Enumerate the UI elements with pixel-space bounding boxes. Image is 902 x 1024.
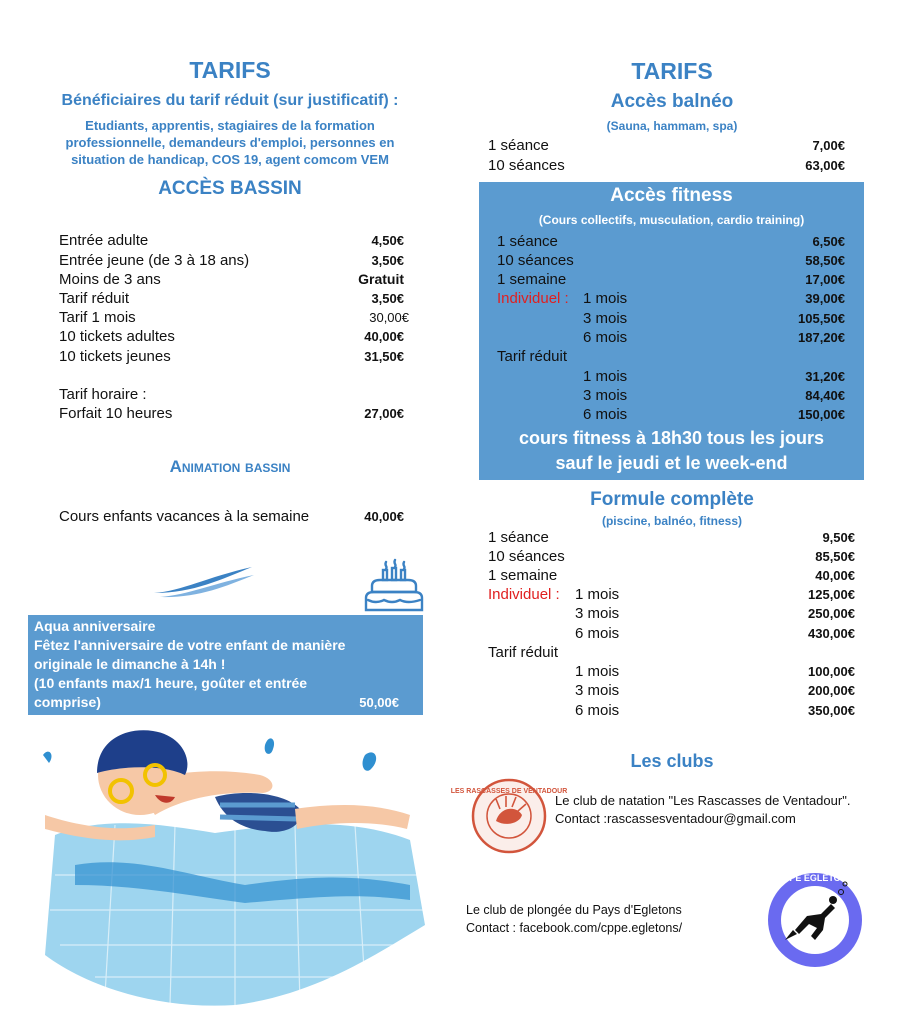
price-value: 6,50€	[812, 234, 845, 249]
price-label: 6 mois	[575, 625, 620, 642]
price-label: 3 mois	[583, 387, 628, 404]
reduced-list	[30, 117, 430, 168]
price-value: 9,50€	[822, 530, 855, 545]
price-value: 27,00€	[364, 406, 404, 421]
tarif-reduit-label	[497, 347, 697, 366]
club1-line: Contact :rascassesventadour@gmail.com	[555, 811, 796, 826]
price-label: Entrée adulte	[59, 232, 149, 249]
club2-line: Le club de plongée du Pays d'Egletons	[466, 903, 682, 917]
price-row	[575, 624, 855, 643]
price-row	[488, 156, 845, 175]
price-label: 10 séances	[488, 157, 565, 174]
price-value: 3,50€	[371, 253, 404, 268]
aqua-line: Fêtez l'anniversaire de votre enfant de manière	[34, 637, 346, 653]
price-label: 10 tickets jeunes	[59, 348, 171, 365]
price-row	[59, 231, 404, 250]
club1-line: Le club de natation "Les Rascasses de Ventadour".	[555, 793, 851, 808]
aqua-line: originale le dimanche à 14h !	[34, 656, 226, 672]
price-row	[575, 662, 855, 681]
price-value: 187,20€	[798, 330, 845, 345]
price-value: 430,00€	[808, 626, 855, 641]
aqua-anniversaire-box	[28, 615, 423, 715]
fitness-title: Accès fitness	[610, 185, 733, 206]
price-label: 10 séances	[488, 548, 565, 565]
price-row	[488, 547, 855, 566]
price-row	[575, 701, 855, 720]
price-label: Tarif réduit	[59, 290, 130, 307]
price-value: 84,40€	[805, 388, 845, 403]
price-label: Individuel :	[488, 586, 560, 603]
price-label: 1 mois	[575, 663, 620, 680]
bassin-title: ACCÈS BASSIN	[158, 178, 302, 199]
price-label: 1 séance	[488, 529, 549, 546]
price-row	[59, 251, 404, 270]
fitness-note	[479, 426, 864, 476]
price-value: 40,00€	[364, 329, 404, 344]
complete-title: Formule complète	[590, 489, 754, 510]
price-label: 6 mois	[583, 329, 628, 346]
price-row	[497, 232, 845, 251]
price-row	[583, 367, 845, 386]
price-row	[59, 507, 404, 526]
price-value: 31,50€	[364, 349, 404, 364]
cppe-logo-icon	[765, 870, 865, 970]
clubs-title: Les clubs	[630, 751, 714, 771]
price-row	[583, 309, 845, 328]
price-label: Tarif réduit	[497, 348, 568, 365]
price-label: 3 mois	[583, 310, 628, 327]
animation-title: Animation bassin	[169, 457, 291, 476]
price-row	[583, 328, 845, 347]
price-value: 85,50€	[815, 549, 855, 564]
price-value: 250,00€	[808, 606, 855, 621]
price-value: 30,00€	[369, 310, 409, 325]
price-row	[59, 347, 404, 366]
swimmer-illustration	[15, 725, 445, 1015]
horaire-label	[59, 385, 404, 404]
price-label: 10 tickets adultes	[59, 328, 175, 345]
price-label: 10 séances	[497, 252, 574, 269]
price-row	[59, 327, 404, 346]
price-label: 1 mois	[583, 368, 628, 385]
rascasses-logo-text: LES RASCASSES DE VENTADOUR	[450, 788, 568, 795]
tarif-reduit-label	[488, 643, 688, 662]
price-row	[583, 386, 845, 405]
cake-icon	[362, 556, 424, 614]
aqua-line: Aqua anniversaire	[34, 618, 156, 634]
balneo-title: Accès balnéo	[610, 91, 734, 112]
aqua-price: 50,00€	[359, 695, 399, 710]
club2-line: Contact : facebook.com/cppe.egletons/	[466, 921, 683, 935]
price-value: 125,00€	[808, 587, 855, 602]
price-row	[59, 404, 404, 423]
individuel-label	[488, 585, 588, 604]
price-label: Tarif horaire :	[59, 386, 147, 403]
price-value: 200,00€	[808, 683, 855, 698]
price-label: Tarif 1 mois	[59, 309, 136, 326]
price-label: 1 séance	[488, 137, 549, 154]
fitness-sub: (Cours collectifs, musculation, cardio training)	[538, 213, 805, 227]
club1-text	[555, 792, 895, 828]
price-row	[497, 251, 845, 270]
wave-icon	[152, 563, 256, 599]
price-label: 6 mois	[583, 406, 628, 423]
price-value: 100,00€	[808, 664, 855, 679]
balneo-sub: (Sauna, hammam, spa)	[606, 119, 738, 133]
price-label: 3 mois	[575, 682, 620, 699]
price-label: Forfait 10 heures	[59, 405, 173, 422]
individuel-label	[497, 289, 597, 308]
price-label: 1 mois	[575, 586, 620, 603]
rascasses-logo-icon	[450, 777, 568, 855]
price-value: 31,20€	[805, 369, 845, 384]
price-row	[59, 289, 404, 308]
price-value: Gratuit	[358, 271, 404, 287]
price-label: Cours enfants vacances à la semaine	[59, 508, 310, 525]
complete-sub: (piscine, balnéo, fitness)	[601, 514, 743, 528]
fitness-note-line: cours fitness à 18h30 tous les jours	[518, 428, 825, 448]
price-value: 39,00€	[805, 291, 845, 306]
price-row	[59, 270, 404, 289]
cppe-logo-text: CPPE EGLETONS	[776, 873, 854, 883]
price-row	[59, 308, 409, 327]
price-row	[488, 528, 855, 547]
price-label: Individuel :	[497, 290, 569, 307]
price-label: 1 mois	[583, 290, 628, 307]
price-label: 1 semaine	[497, 271, 567, 288]
reduced-line: professionnelle, demandeurs d'emploi, personnes en	[65, 135, 395, 150]
price-row	[583, 405, 845, 424]
left-title: TARIFS	[189, 57, 271, 83]
price-value: 63,00€	[805, 158, 845, 173]
reduced-line: Etudiants, apprentis, stagiaires de la formation	[85, 118, 375, 133]
price-value: 58,50€	[805, 253, 845, 268]
price-row	[575, 681, 855, 700]
price-row	[575, 585, 855, 604]
price-value: 3,50€	[371, 291, 404, 306]
fitness-box	[479, 182, 864, 480]
price-value: 4,50€	[371, 233, 404, 248]
price-value: 17,00€	[805, 272, 845, 287]
aqua-line: comprise)	[34, 694, 101, 710]
price-label: 3 mois	[575, 605, 620, 622]
club2-text	[466, 901, 766, 937]
price-value: 7,00€	[812, 138, 845, 153]
aqua-line: (10 enfants max/1 heure, goûter et entrée	[34, 675, 308, 691]
price-label: 6 mois	[575, 702, 620, 719]
price-row	[488, 136, 845, 155]
price-label: 1 semaine	[488, 567, 558, 584]
reduced-line: situation de handicap, COS 19, agent comcom VEM	[71, 152, 389, 167]
price-row	[488, 566, 855, 585]
price-label: Entrée jeune (de 3 à 18 ans)	[59, 252, 250, 269]
price-row	[575, 604, 855, 623]
price-label: Tarif réduit	[488, 644, 559, 661]
fitness-note-line: sauf le jeudi et le week-end	[555, 453, 788, 473]
price-row	[497, 270, 845, 289]
price-row	[583, 289, 845, 308]
price-value: 40,00€	[364, 509, 404, 524]
price-value: 40,00€	[815, 568, 855, 583]
price-value: 105,50€	[798, 311, 845, 326]
right-title: TARIFS	[631, 58, 713, 84]
reduced-title: Bénéficiaires du tarif réduit (sur justificatif) :	[61, 92, 399, 109]
price-value: 350,00€	[808, 703, 855, 718]
price-label: 1 séance	[497, 233, 558, 250]
price-label: Moins de 3 ans	[59, 271, 161, 288]
price-value: 150,00€	[798, 407, 845, 422]
